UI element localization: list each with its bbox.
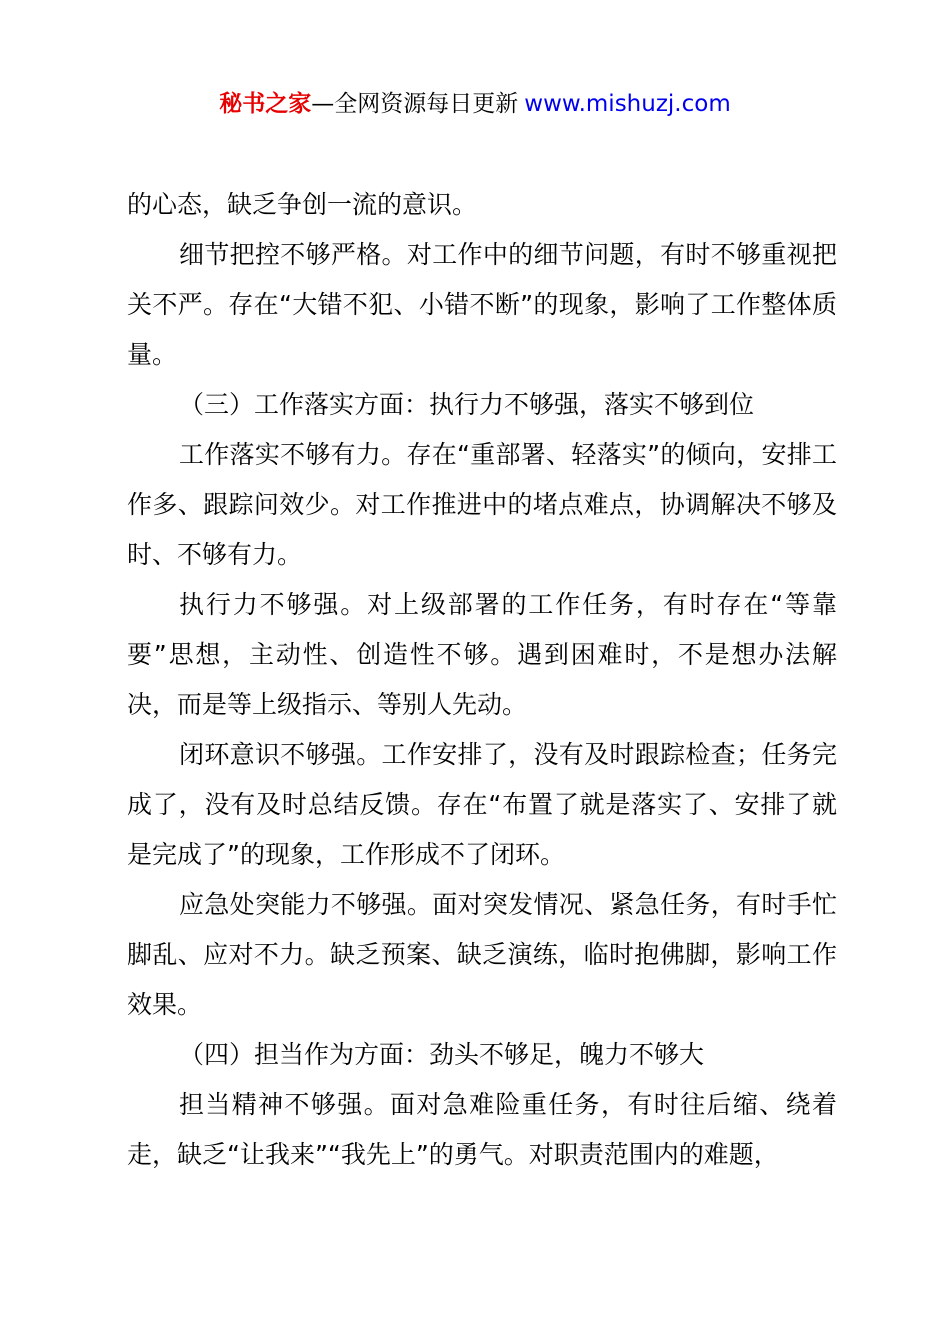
paragraph: 应急处突能力不够强。面对突发情况、紧急任务，有时手忙脚乱、应对不力。缺乏预案、缺乏演练，临时抱佛脚，影响工作效果。 — [127, 890, 837, 1019]
site-url-link[interactable]: www.mishuzj.com — [524, 91, 731, 117]
paragraph-continuation: 的心态，缺乏争创一流的意识。 — [127, 190, 478, 219]
paragraph: 闭环意识不够强。工作安排了，没有及时跟踪检查；任务完成了，没有及时总结反馈。存在“布置了就是落实了、安排了就是完成了”的现象，工作形成不了闭环。 — [127, 740, 837, 869]
paragraph: 工作落实不够有力。存在“重部署、轻落实”的倾向，安排工作多、跟踪问效少。对工作推进中的堵点难点，协调解决不够及时、不够有力。 — [127, 440, 837, 569]
site-header — [0, 88, 950, 120]
header-tagline: —全网资源每日更新 — [311, 91, 519, 117]
paragraph: 细节把控不够严格。对工作中的细节问题，有时不够重视把关不严。存在“大错不犯、小错不断”的现象，影响了工作整体质量。 — [127, 240, 837, 369]
section-heading-3: （三）工作落实方面：执行力不够强，落实不够到位 — [179, 390, 755, 419]
paragraph: 担当精神不够强。面对急难险重任务，有时往后缩、绕着走，缺乏“让我来”“我先上”的勇气。对职责范围内的难题， — [127, 1090, 837, 1169]
brand-name: 秘书之家 — [219, 91, 312, 117]
section-heading-4: （四）担当作为方面：劲头不够足，魄力不够大 — [179, 1040, 705, 1069]
paragraph: 执行力不够强。对上级部署的工作任务，有时存在“等靠要”思想，主动性、创造性不够。遇到困难时，不是想办法解决，而是等上级指示、等别人先动。 — [127, 590, 837, 719]
document-body — [127, 180, 837, 1180]
